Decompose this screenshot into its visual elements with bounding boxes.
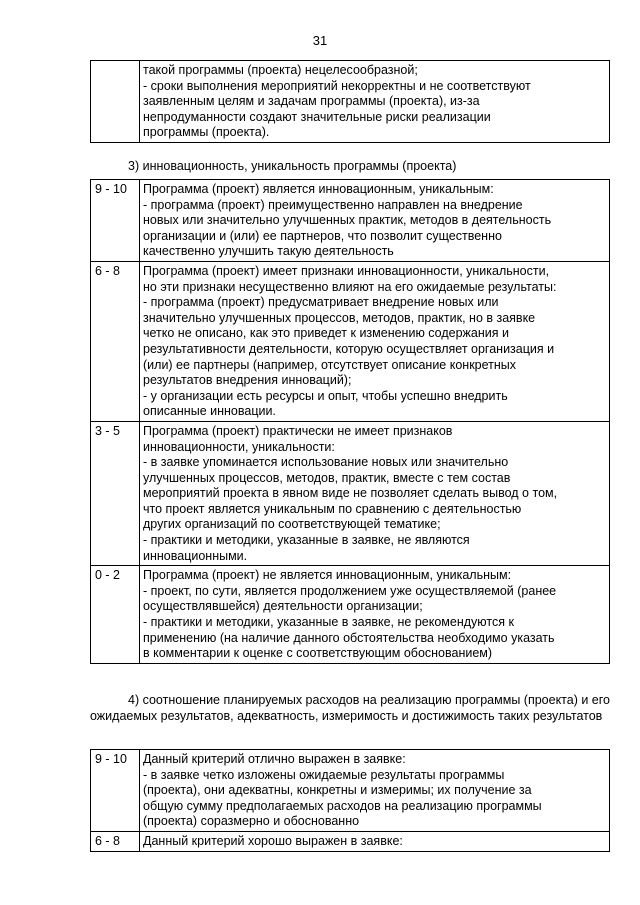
description-line: (проекта), они адекватны, конкретны и измеримы; их получение за (143, 783, 532, 798)
description-line: - в заявке четко изложены ожидаемые результаты программы (143, 767, 505, 782)
description-line: инновационными. (143, 548, 248, 563)
description-line: общую сумму предполагаемых расходов на реализацию программы (143, 798, 542, 813)
description-line: четко не описано, как это приведет к изменению содержания и (143, 326, 509, 341)
description-line: заявленным целям и задачам программы (проекта), из-за (143, 94, 480, 109)
criteria-row (91, 261, 610, 421)
criteria-row (91, 61, 610, 143)
description-line: - в заявке упоминается использование новых или значительно (143, 455, 509, 470)
description-line: Программа (проект) является инновационным, уникальным: (143, 182, 494, 196)
description-line: применению (на наличие данного обстоятельства необходимо указать (143, 630, 555, 645)
description-cell (140, 261, 610, 421)
description-line: - у организации есть ресурсы и опыт, чтобы успешно внедрить (143, 388, 508, 403)
criteria-table-innovation (90, 179, 610, 664)
description-cell (140, 421, 610, 565)
description-line: Данный критерий хорошо выражен в заявке: (143, 833, 403, 848)
score-cell: 9 - 10 (91, 180, 140, 262)
description-line: осуществлявшейся) деятельности организации; (143, 599, 423, 614)
description-line: но эти признаки несущественно влияют на его ожидаемые результаты: (143, 279, 557, 294)
description-line: Программа (проект) имеет признаки инновационности, уникальности, (143, 263, 550, 278)
description-line: Данный критерий отлично выражен в заявке: (143, 752, 406, 766)
description-line: других организаций по соответствующей тематике; (143, 517, 441, 532)
description-line: - программа (проект) преимущественно направлен на внедрение (143, 197, 523, 212)
description-line: мероприятий проекта в явном виде не позволяет сделать вывод о том, (143, 486, 558, 501)
description-line: программы (проекта). (143, 125, 270, 140)
description-cell (140, 61, 610, 143)
criteria-row (91, 180, 610, 262)
description-line: что проект является уникальным по сравнению с деятельностью (143, 501, 522, 516)
section-heading-costs-results: 4) соотношение планируемых расходов на реализацию программы (проекта) и его ожидаемых результатов, адекватность, измеримость и достижимость таких результатов (90, 693, 610, 723)
description-line: (или) ее партнеры (например, отсутствует описание конкретных (143, 357, 517, 372)
description-line: - практики и методики, указанные в заявке, не являются (143, 533, 470, 548)
score-cell: 6 - 8 (91, 831, 140, 851)
description-line: Программа (проект) не является инновационным, уникальным: (143, 568, 512, 583)
criteria-row (91, 421, 610, 565)
description-line: результатов внедрения инноваций); (143, 373, 352, 388)
description-line: Программа (проект) практически не имеет признаков (143, 423, 453, 438)
page-number: 31 (312, 33, 328, 48)
description-line: улучшенных процессов, методов, практик, вместе с тем состав (143, 470, 511, 485)
description-line: организации и (или) ее партнеров, что позволит существенно (143, 228, 502, 243)
description-line: - практики и методики, указанные в заявке, не рекомендуются к (143, 615, 514, 630)
description-line: новых или значительно улучшенных практик, методов в деятельность (143, 213, 552, 228)
description-line: качественно улучшить такую деятельность (143, 244, 394, 259)
description-cell (140, 180, 610, 262)
description-line: - сроки выполнения мероприятий некорректны и не соответствуют (143, 78, 531, 93)
description-line: результативности деятельности, которую осуществляет организация и (143, 341, 555, 356)
section-heading-innovation: 3) инновационность, уникальность программы (проекта) (128, 159, 457, 173)
description-line: - программа (проект) предусматривает внедрение новых или (143, 295, 499, 310)
description-line: такой программы (проекта) нецелесообразной; (143, 63, 418, 77)
criteria-row (91, 831, 610, 851)
description-cell (140, 566, 610, 664)
score-cell: 6 - 8 (91, 261, 140, 421)
description-line: - проект, по сути, является продолжением уже осуществляемой (ранее (143, 583, 557, 598)
description-cell (140, 750, 610, 832)
description-line: в комментарии к оценке с соответствующим обоснованием) (143, 646, 493, 661)
description-line: непродуманности создают значительные риски реализации (143, 109, 491, 124)
criteria-table-costs-results (90, 749, 610, 852)
criteria-row (91, 566, 610, 664)
description-line: инновационности, уникальности: (143, 439, 335, 454)
score-cell: 0 - 2 (91, 566, 140, 664)
score-cell: 9 - 10 (91, 750, 140, 832)
criteria-row (91, 750, 610, 832)
description-line: описанные инновации. (143, 404, 276, 419)
score-cell (91, 61, 140, 143)
description-line: (проекта) соразмерно и обоснованно (143, 814, 360, 829)
criteria-table-continuation (90, 60, 610, 143)
description-line: значительно улучшенных процессов, методов, практик, но в заявке (143, 310, 536, 325)
score-cell: 3 - 5 (91, 421, 140, 565)
description-cell (140, 831, 610, 851)
